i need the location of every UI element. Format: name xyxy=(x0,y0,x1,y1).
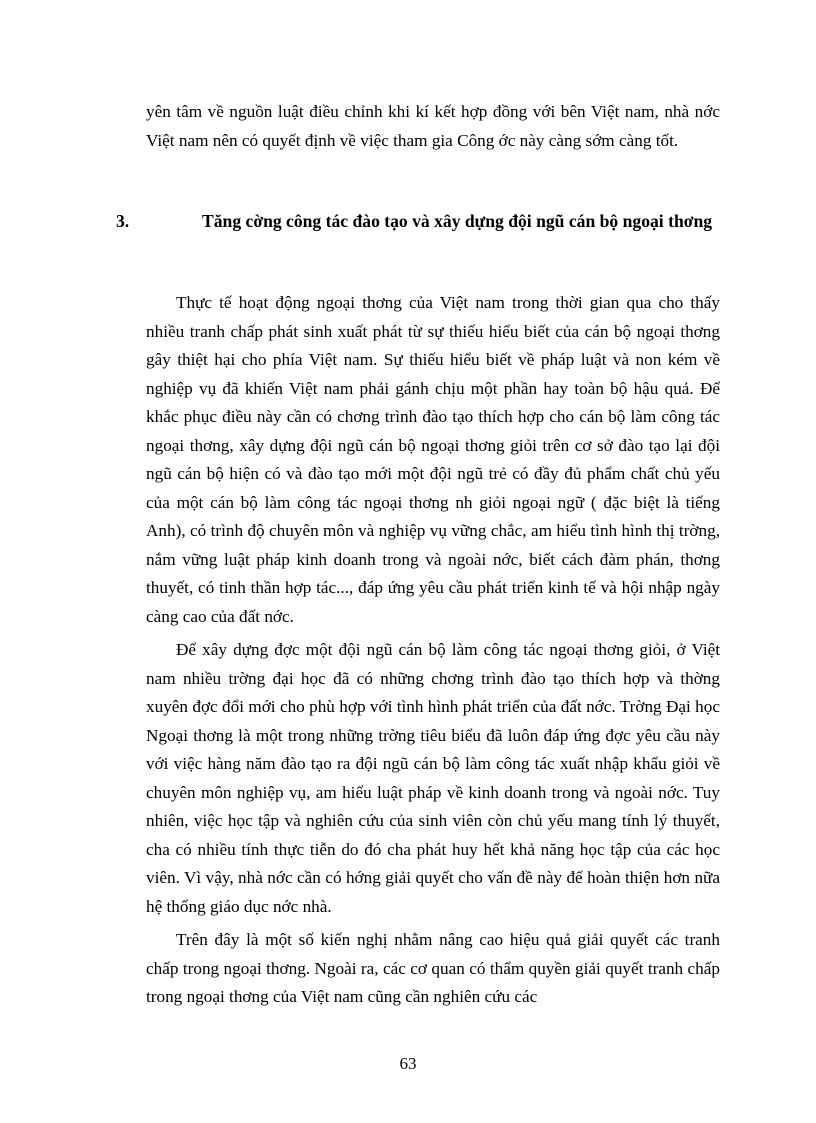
section-number: 3. xyxy=(116,211,130,231)
section-title: Tăng cờng công tác đào tạo và xây dựng đội ngũ cán bộ ngoại thơng xyxy=(202,211,713,231)
body-paragraph-2: Để xây dựng đợc một đội ngũ cán bộ làm công tác ngoại thơng giỏi, ở Việt nam nhiều trờng đại học đã có những chơng trình đào tạo thích hợp và thờng xuyên đợc đổi mới cho phù hợp với tình hình phát triển của đất nớc. Trờng Đại học Ngoại thơng là một trong những trờng tiêu biểu đã luôn đáp ứng đợc yêu cầu này với việc hàng năm đào tạo ra đội ngũ cán bộ làm công tác xuất nhập khẩu giỏi về chuyên môn nghiệp vụ, am hiểu luật pháp về kinh doanh trong và ngoài nớc. Tuy nhiên, việc học tập và nghiên cứu của sinh viên còn chủ yếu mang tính lý thuyết, cha có nhiều tính thực tiễn do đó cha phát huy hết khả năng học tập của các học viên. Vì vậy, nhà nớc cần có hớng giải quyết cho vấn đề này để hoàn thiện hơn nữa hệ thống giáo dục nớc nhà. xyxy=(146,640,720,916)
page-number: 63 xyxy=(399,1054,417,1073)
body-paragraph-1: Thực tế hoạt động ngoại thơng của Việt nam trong thời gian qua cho thấy nhiều tranh chấp phát sinh xuất phát từ sự thiếu hiểu biết của cán bộ ngoại thơng gây thiệt hại cho phía Việt nam. Sự thiếu hiểu biết về pháp luật và non kém về nghiệp vụ đã khiến Việt nam phải gánh chịu một phần hay toàn bộ hậu quả. Để khắc phục điều này cần có chơng trình đào tạo thích hợp cho cán bộ làm công tác ngoại thơng, xây dựng đội ngũ cán bộ ngoại thơng giỏi trên cơ sở đào tạo lại đội ngũ cán bộ hiện có và đào tạo mới một đội ngũ trẻ có đầy đủ phẩm chất chủ yếu của một cán bộ làm công tác ngoại thơng nh giỏi ngoại ngữ ( đặc biệt là tiếng Anh), có trình độ chuyên môn và nghiệp vụ vững chắc, am hiểu tình hình thị trờng, nắm vững luật pháp kinh doanh trong và ngoài nớc, biết cách đàm phán, thơng thuyết, có tinh thần hợp tác..., đáp ứng yêu cầu phát triển kinh tế và hội nhập ngày càng cao của đất nớc. xyxy=(146,293,720,626)
section-body xyxy=(146,289,720,1017)
body-paragraph-3: Trên đây là một số kiến nghị nhằm nâng cao hiệu quả giải quyết các tranh chấp trong ngoại thơng. Ngoài ra, các cơ quan có thẩm quyền giải quyết tranh chấp trong ngoại thơng của Việt nam cũng cần nghiên cứu các xyxy=(146,930,720,1006)
intro-paragraph: yên tâm về nguồn luật điều chỉnh khi kí kết hợp đồng với bên Việt nam, nhà nớc Việt nam nên có quyết định về việc tham gia Công ớc này càng sớm càng tốt. xyxy=(146,102,720,150)
